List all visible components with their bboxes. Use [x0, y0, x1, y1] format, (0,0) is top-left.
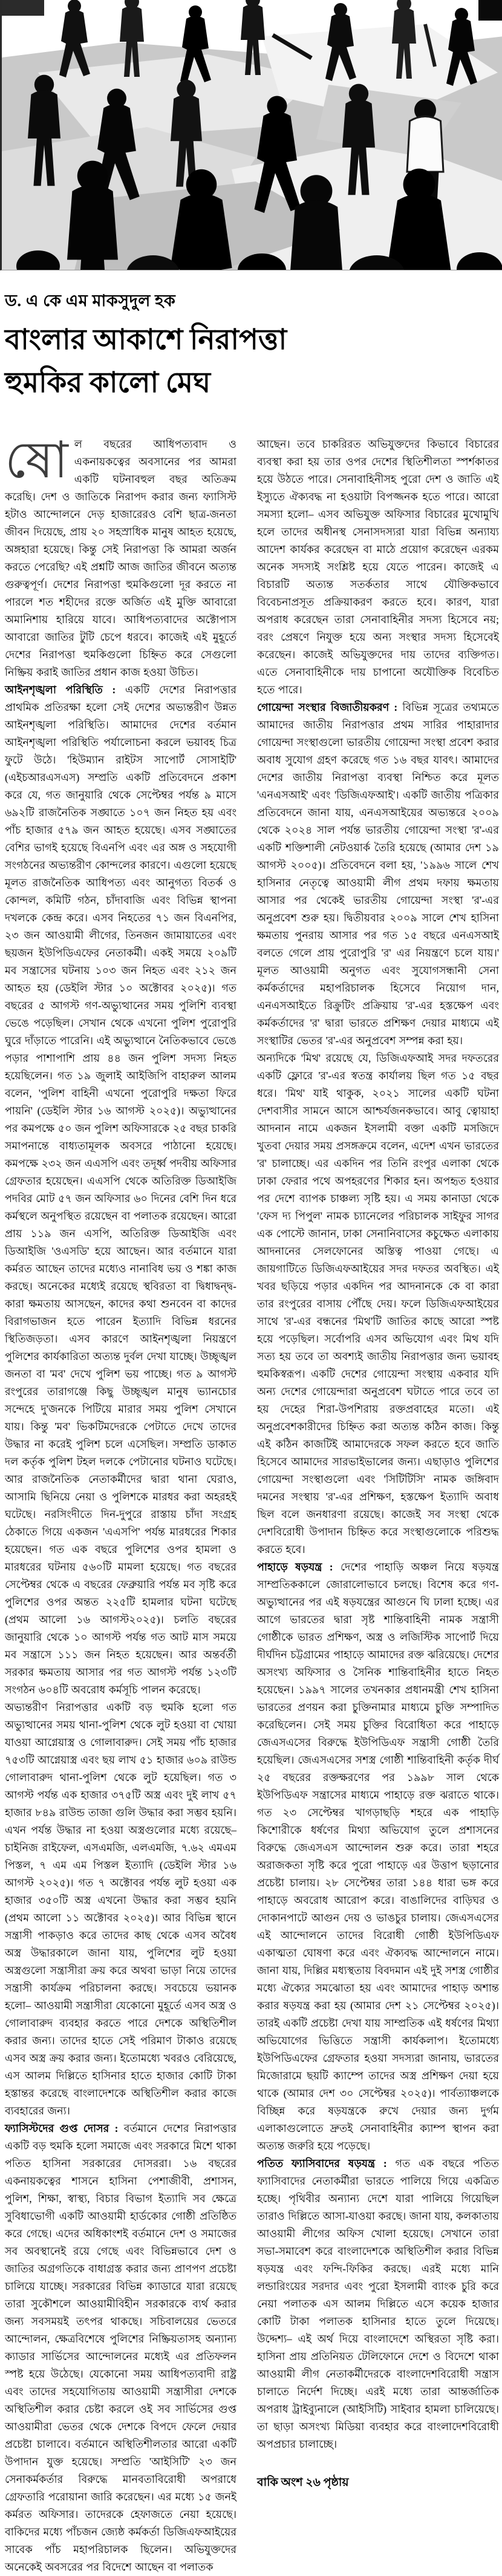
body-paragraph: অভ্যন্তরীণ নিরাপত্তার একটি বড় হুমকি হলো গত অভ্যুত্থানের সময় থানা-পুলিশ থেকে লুট হওয়া বা খোয়া যাওয়া আগ্নেয়াস্ত্র ও গোলাবারুদ। সেই সময় পাঁচ হাজার ৭৫৩টি আগ্নেয়াস্ত্র এবং ছয় লাখ ৫১ হাজার ৬০৯ রাউন্ড গোলাবারুদ থানা-পুলিশ থেকে লুট হয়েছিল। গত ৩ আগস্ট পর্যন্ত এক হাজার ৩৭৫টি অস্ত্র এবং দুই লাখ ৫৭ হাজার ৮৪৯ রাউন্ড তাজা গুলি উদ্ধার করা সম্ভব হয়নি। এখন পর্যন্ত উদ্ধার না হওয়া অস্ত্রগুলোর মধ্যে রয়েছে– চাইনিজ রাইফেল, এসএমজি, এলএমজি, ৭.৬২ এমএম পিস্তল, ৭ এম এম পিস্তল ইত্যাদি (ডেইলি স্টার ১৬ আগস্ট ২০২৫)। গত ৭ অক্টোবর পর্যন্ত লুট হওয়া এক হাজার ৩৫০টি অস্ত্র এখনো উদ্ধার করা সম্ভব হয়নি (প্রথম আলো ১১ অক্টোবর ২০২৫)। আর বিভিন্ন স্থানে সন্ত্রাসী পাকড়াও করে তাদের কাছ থেকে এসব অবৈধ অস্ত্র উদ্ধারকালে জানা যায়, পুলিশের লুট হওয়া অস্ত্রগুলো সন্ত্রাসীরা ক্রয় করে অথবা ভাড়া নিয়ে তাদের সন্ত্রাসী কার্যক্রম পরিচালনা করছে। সবচেয়ে ভয়ানক হলো– আওয়ামী সন্ত্রাসীরা যেকোনো মুহূর্তে এসব অস্ত্র ও গোলাবারুদ ব্যবহার করতে পারে দেশকে অস্থিতিশীল করার জন্য। তাদের হাতে সেই পরিমাণ টাকাও রয়েছে এসব অস্ত্র ক্রয় করার জন্য। ইতোমধ্যে খবরও বেরিয়েছে, এস আলম দিল্লিতে হাসিনার হাতে হাজার কোটি টাকা হস্তান্তর করেছে বাংলাদেশকে অস্থিতিশীল করার কাজে ব্যবহারের জন্য।	[5, 1701, 236, 2117]
body-paragraph: ষোল বছরের আধিপত্যবাদ ও একনায়কত্বের অবসানের পর আমরা একটি ঘটনাবহুল বছর অতিক্রম করেছি। দেশ ও জাতিকে নিরাপদ করার জন্য ফ্যাসিস্ট হটাও আন্দোলনে দেড় হাজারেরও বেশি ছাত্র-জনতা জীবন দিয়েছে, প্রায় ২০ সহস্রাধিক মানুষ আহত হয়েছে, অঙ্গহারা হয়েছে। কিন্তু সেই নিরাপত্তা কি আমরা অর্জন করতে পেরেছি? এই প্রশ্নটি আজ জাতির জীবনে অত্যন্ত গুরুত্বপূর্ণ। দেশের নিরাপত্তা হুমকিগুলো দূর করতে না পারলে শত শহীদের রক্তে অর্জিত এই মুক্তি আবারো অমানিশায় হারিয়ে যাবে। আধিপত্যবাদের অক্টোপাস আবারো জাতির টুটি চেপে ধরবে। কাজেই এই মুহূর্তে দেশের নিরাপত্তা হুমকিগুলো চিহ্নিত করে সেগুলো নিষ্ক্রিয় করাই জাতির প্রধান কাজ হওয়া উচিত।	[5, 433, 236, 679]
body-column-right	[257, 436, 499, 2576]
headline-line-2: হুমকির কালো মেঘ	[5, 367, 211, 399]
body-paragraph: পাহাড়ে ষড়যন্ত্র : দেশের পাহাড়ি অঞ্চল নিয়ে ষড়যন্ত্র সাম্প্রতিককালে জোরালোভাবে চলছে। বিশেষ করে গণ-অভ্যুত্থানের পর এই ষড়যন্ত্রের আগুনে ঘি ঢালা হচ্ছে। এর আগে ভারতের দ্বারা সৃষ্ট শান্তিবাহিনী নামক সন্ত্রাসী গোষ্ঠীকে ভারত প্রশিক্ষণ, অস্ত্র ও লজিস্টিক সাপোর্ট দিয়ে দীর্ঘদিন চট্টগ্রামের পাহাড়ে আমাদের রক্ত ঝরিয়েছে। দেশের অসংখ্য অফিসার ও সৈনিক শান্তিবাহিনীর হাতে নিহত হয়েছেন। ১৯৯৭ সালের তখনকার প্রধানমন্ত্রী শেখ হাসিনা ভারতের প্রণয়ন করা চুক্তিনামার মাধ্যমে চুক্তি সম্পাদিত করেছিলেন। সেই সময় চুক্তির বিরোধিতা করে পাহাড়ে জেএসএসের বিরুদ্ধে ইউপিডিএফ সন্ত্রাসী গোষ্ঠী তৈরি হয়েছিল। জেএসএসের সশস্ত্র গোষ্ঠী শান্তিবাহিনী কর্তৃক দীর্ঘ ২৫ বছরের রক্তক্ষরণের পর ১৯৯৮ সাল থেকে ইউপিডিএফ সন্ত্রাসের মাধ্যমে পাহাড়ে রক্ত ঝরাতে থাকে। গত ২৩ সেপ্টেম্বর খাগড়াছড়ি শহরে এক পাহাড়ি কিশোরীকে ধর্ষণের মিথ্যা অভিযোগ তুলে প্রশাসনের বিরুদ্ধে জেএসএস আন্দোলন শুরু করে। তারা শহরে অরাজকতা সৃষ্টি করে পুরো পাহাড়ে এর উত্তাপ ছড়ানোর প্রচেষ্টা চালায়। ২৮ সেপ্টেম্বর তারা ১৪৪ ধারা ভঙ্গ করে পাহাড়ে অবরোধ আরোপ করে। বাঙালিদের বাড়িঘর ও দোকানপাটে আগুন দেয় ও ভাঙচুর চালায়। জেএসএসের এই আন্দোলনে তাদের বিরোধী গোষ্ঠী ইউপিডিএফ একাত্মতা ঘোষণা করে এবং ঐক্যবদ্ধ আন্দোলনে নামে। জানা যায়, দিল্লির মধ্যস্থতায় বিবদমান এই দুই সশস্ত্র গোষ্ঠীর মধ্যে ঐক্যের সমঝোতা হয় এবং আমাদের পাহাড় অশান্ত করার ষড়যন্ত্র করা হয় (আমার দেশ ২১ সেপ্টেম্বর ২০২৫)। তারই একটি প্রচেষ্টা দেখা যায় সাম্প্রতিক এই ধর্ষণের মিথ্যা অভিযোগের ভিত্তিতে সন্ত্রাসী কার্যকলাপ। ইতোমধ্যে ইউপিডিএফের গ্রেফতার হওয়া সদস্যরা জানায়, ভারতের মিজোরামে ছয়টি ক্যাম্পে তাদের অস্ত্র প্রশিক্ষণ দেয়া হয়ে থাকে (আমার দেশ ৩০ সেপ্টেম্বর ২০২৫)। পার্বত্যাঞ্চলকে বিচ্ছিন্ন করে ষড়যন্ত্রকে রুখে দেয়ার জন্য দুর্গম এলাকাগুলোতে দ্রুতই সেনাবাহিনীর ক্যাম্প স্থাপন করা অত্যন্ত জরুরি হয়ে পড়েছে।	[257, 1561, 500, 2153]
section-subhead: ফ্যাসিস্টদের গুপ্ত দোসর :	[5, 2122, 124, 2135]
body-paragraph: গোয়েন্দা সংস্থার বিজাতীয়করণ : বিভিন্ন সূত্রের তথ্যমতে আমাদের জাতীয় নিরাপত্তার প্রথম সারির পাহারাদার গোয়েন্দা সংস্থাগুলো ভারতীয় গোয়েন্দা সংস্থা প্রবেশ করার অবাধ সুযোগ গ্রহণ করেছে গত ১৬ বছর যাবৎ। আমাদের দেশের জাতীয় নিরাপত্তা ব্যবস্থা নিশ্চিত করে মূলত 'এনএসআই' এবং 'ডিজিএফআই'। একটি জাতীয় পত্রিকার প্রতিবেদনে জানা যায়, এনএসআইয়ের অভ্যন্তরে ২০০৯ থেকে ২০২৪ সাল পর্যন্ত ভারতীয় গোয়েন্দা সংস্থা 'র'-এর একটি শক্তিশালী নেটওয়ার্ক তৈরি হয়েছে (আমার দেশ ১৯ আগস্ট ২০০৫)। প্রতিবেদনে বলা হয়, '১৯৯৬ সালে শেখ হাসিনার নেতৃত্বে আওয়ামী লীগ প্রথম দফায় ক্ষমতায় আসার পর থেকেই ভারতীয় গোয়েন্দা সংস্থা 'র'-এর অনুপ্রবেশ শুরু হয়। দ্বিতীয়বার ২০০৯ সালে শেখ হাসিনা ক্ষমতায় পুনরায় আসার পর গত ১৫ বছরে এনএসআই বলতে গেলে প্রায় পুরোপুরি 'র' এর নিয়ন্ত্রণে চলে যায়।' মূলত আওয়ামী অনুগত এবং সুযোগসন্ধানী সেনা কর্মকর্তাদের মহাপরিচালক হিসেবে নিয়োগ দান, এনএসআইতে রিক্রুটিং প্রক্রিয়ায় 'র'-এর হস্তক্ষেপ এবং কর্মকর্তাদের 'র' দ্বারা ভারতে প্রশিক্ষণ দেয়ার মাধ্যমে এই সংস্থাটির ভেতর 'র'-এর অনুপ্রবেশ সম্পন্ন করা হয়।	[257, 701, 499, 1047]
section-subhead: পতিত ফ্যাসিবাদের ষড়যন্ত্র :	[257, 2157, 396, 2170]
author-byline: ড. এ কে এম মাকসুদুল হক	[5, 292, 176, 310]
drop-cap: ষো	[5, 433, 68, 489]
body-paragraph: আছেন। তবে চাকরিরত অভিযুক্তদের কিভাবে বিচারের ব্যবস্থা করা হয় তার ওপর দেশের স্থিতিশীলতা স্পর্শকাতর হয়ে উঠতে পারে। সেনাবাহিনীসহ পুরো দেশ ও জাতি এই ইস্যুতে ঐক্যবদ্ধ না হওয়াটা বিপজ্জনক হতে পারে। আরো সমস্যা হলো– এসব অভিযুক্ত অফিসার বিচারের মুখোমুখি হলে তাদের অধীনস্থ সেনাসদস্যরা যারা বিভিন্ন অন্যায্য আদেশ কার্যকর করেছেন বা মাঠে প্রয়োগ করেছেন এরকম অনেক সদস্যই সংশ্লিষ্ট হয়ে যেতে পারেন। কাজেই এ বিচারটি অত্যন্ত সতর্কতার সাথে যৌক্তিকভাবে বিবেচনাপ্রসূত প্রক্রিয়াকরণ করতে হবে। কারণ, যারা অপরাধ করেছেন তারা সেনাবাহিনীর সদস্য হিসেবে নয়; বরং প্রেষণে নিযুক্ত হয়ে অন্য সংস্থার সদস্য হিসেবেই করেছেন। কাজেই অভিযুক্তদের দায় তাদের ব্যক্তিগত। এতে সেনাবাহিনীকে দায় চাপানো অযৌক্তিক বিবেচিত হতে পারে।	[257, 438, 499, 696]
headline-line-1: বাংলার আকাশে নিরাপত্তা	[5, 324, 287, 356]
body-paragraph: ফ্যাসিস্টদের গুপ্ত দোসর : বর্তমানে দেশের নিরাপত্তার একটি বড় হুমকি হলো সমাজে এবং সরকারে মিশে থাকা পতিত হাসিনা সরকারের দোসররা। ১৬ বছরের একনায়কত্বের শাসনে হাসিনা পেশাজীবী, প্রশাসন, পুলিশ, শিক্ষা, স্বাস্থ্য, বিচার বিভাগ ইত্যাদি সব ক্ষেত্রে সুবিধাভোগী একটি আওয়ামী হার্ডকোর গোষ্ঠী প্রতিষ্ঠিত করে গেছে। এদের অধিকাংশই বর্তমানে দেশ ও সমাজের সব অবস্থানেই রয়ে গেছে এবং বিভিন্নভাবে দেশ ও জাতির অগ্রগতিকে বাধাগ্রস্ত করার জন্য প্রাণপণ প্রচেষ্টা চালিয়ে যাচ্ছে। সরকারের বিভিন্ন ক্যাডারে যারা রয়েছে তারা সুকৌশলে আওয়ামীবিহীন সরকারকে ব্যর্থ করার জন্য সবসময়ই তৎপর থাকছে। সচিবালয়ের ভেতরে আন্দোলন, ক্ষেত্রবিশেষে পুলিশের নিষ্ক্রিয়তাসহ অন্যান্য ক্যাডার সার্ভিসের আন্দোলনের মধ্যেই এর প্রতিফলন স্পষ্ট হয়ে উঠেছে। যেকোনো সময় আধিপত্যবাদী রাষ্ট্র এবং তাদের সহযোগিতায় আওয়ামী সন্ত্রাসীরা দেশকে অস্থিতিশীল করার চেষ্টা করলে ওই সব সার্ভিসের গুপ্ত আওয়ামীরা ভেতর থেকে দেশকে বিপদে ফেলে দেয়ার প্রচেষ্টা চালাবে। বর্তমানে অস্থিতিশীলতার আরো একটি উপাদান যুক্ত হয়েছে। সম্প্রতি 'আইসিটি' ২৩ জন সেনাকর্মকর্তার বিরুদ্ধে মানবতাবিরোধী অপরাধে গ্রেফতারি পরোয়ানা জারি করেছেন। এর মধ্যে ১৫ জনই কর্মরত অফিসার। তাদেরকে হেফাজতে নেয়া হয়েছে। বাকিদের মধ্যে পাঁচজন জ্যেষ্ঠ কর্মকর্তা ডিজিএফআইয়ের সাবেক পাঁচ মহাপরিচালক ছিলেন। অভিযুক্তদের অনেকেই অবসরের পর বিদেশে আছেন বা পলাতক	[5, 2122, 237, 2574]
body-column-left	[5, 433, 237, 2576]
article-body	[0, 404, 502, 2576]
section-subhead: পাহাড়ে ষড়যন্ত্র :	[257, 1561, 341, 1574]
protest-crowd-photo	[2, 0, 502, 270]
body-paragraph: পতিত ফ্যাসিবাদের ষড়যন্ত্র : গত এক বছরে পতিত ফ্যাসিবাদের নেতাকর্মীরা ভারতে পালিয়ে গিয়ে একত্রিত হচ্ছে। পৃথিবীর অন্যান্য দেশে যারা পালিয়ে গিয়েছিল তারাও দিল্লিতে আসা-যাওয়া করছে। জানা যায়, কলকাতায় আওয়ামী লীগের অফিস খোলা হয়েছে। সেখানে তারা সভা-সমাবেশ করে বাংলাদেশকে অস্থিতিশীল করার বিভিন্ন ষড়যন্ত্র এবং ফন্দি-ফিকির করছে। এরই মধ্যে মানি লন্ডারিংয়ের সরদার এবং পুরো ইসলামী ব্যাংক চুরি করে নেয়া পলাতক এস আলম দিল্লিতে এসে কয়েক হাজার কোটি টাকা পলাতক হাসিনার হাতে তুলে দিয়েছে। উদ্দেশ্য– এই অর্থ দিয়ে বাংলাদেশে অস্থিরতা সৃষ্টি করা। হাসিনা প্রায় প্রতিনিয়ত টেলিফোনে দেশে ও বিদেশে থাকা আওয়ামী লীগ নেতাকর্মীদেরকে বাংলাদেশবিরোধী সন্ত্রাস চালাতে নির্দেশ দিচ্ছে। এরই মধ্যে তারা আন্তর্জাতিক অপরাধ ট্রাইব্যুনালে (আইসিটি) সাইবার হামলা চালিয়েছে। তা ছাড়া অসংখ্য মিডিয়া ব্যবহার করে বাংলাদেশবিরোধী অপপ্রচার চালাচ্ছে।	[257, 2157, 499, 2451]
article-headline	[5, 319, 496, 404]
body-paragraph: অন্যদিকে 'মিথ' রয়েছে যে, ডিজিএফআই সদর দফতরের একটি ফ্লোরে 'র'-এর স্বতন্ত্র কার্যালয় ছিল গত ১৫ বছর ধরে। 'মিথ' যাই থাকুক, ২০২১ সালের একটি ঘটনা দেশবাসীর সামনে আসে আশ্চর্যজনকভাবে। আবু ত্বোয়াহা আদনান নামে একজন ইসলামী বক্তা একটি মসজিদে খুতবা দেয়ার সময় প্রসঙ্গক্রমে বলেন, এদেশ এখন ভারতের 'র' চালাচ্ছে। এর একদিন পর তিনি রংপুর এলাকা থেকে ঢাকা ফেরার পথে অপহরণের শিকার হন। অপহৃত হওয়ার পর দেশে ব্যাপক চাঞ্চল্য সৃষ্টি হয়। এ সময় কানাডা থেকে 'ফেস দ্য পিপুল' নামক চ্যানেলের পরিচালক সাইফুর সাগর এক পোস্টে জানান, ঢাকা সেনানিবাসের কচুক্ষেত এলাকায় আদনানের সেলফোনের অস্তিত্ব পাওয়া গেছে। এ জায়গাটিতে ডিজিএফআইয়ের সদর দফতর অবস্থিত। এই খবর ছড়িয়ে পড়ার একদিন পর আদনানকে কে বা কারা তার রংপুরের বাসায় পৌঁছে দেয়। ফলে ডিজিএফআইয়ের সাথে 'র'-এর বন্ধনের 'মিথ'টি জাতির কাছে আরো স্পষ্ট হয়ে পড়েছিল। সর্বোপরি এসব অভিযোগ এবং মিথ যদি সত্য হয় তবে তা অবশ্যই জাতীয় নিরাপত্তার জন্য ভয়াবহ হুমকিস্বরূপ। একটি দেশের গোয়েন্দা সংস্থায় একবার যদি অন্য দেশের গোয়েন্দারা অনুপ্রবেশ ঘটাতে পারে তবে তা হয় দেহের শিরা-উপশিরায় রক্তপ্রবাহের মতো। এই অনুপ্রবেশকারীদের চিহ্নিত করা অত্যন্ত কঠিন কাজ। কিন্তু এই কঠিন কাজটিই আমাদেরকে সফল করতে হবে জাতি হিসেবে আমাদের সারভাইভালের জন্য। এছাড়াও পুলিশের গোয়েন্দা সংস্থাগুলো এবং 'সিটিটিসি' নামক জঙ্গিবাদ দমনের সংস্থায় 'র'-এর প্রশিক্ষণ, হস্তক্ষেপ ইত্যাদি অবাধ ছিল বলে জনধারণা রয়েছে। কাজেই সব সংস্থা থেকে দেশবিরোধী উপাদান চিহ্নিত করে সংস্থাগুলোকে পরিশুদ্ধ করতে হবে।	[257, 1052, 499, 1556]
body-paragraph: আইনশৃঙ্খলা পরিস্থিতি : একটি দেশের নিরাপত্তার প্রাথমিক প্রতিরক্ষা হলো সেই দেশের অভ্যন্তরীণ উন্নত আইনশৃঙ্খলা পরিস্থিতি। আমাদের দেশের বর্তমান আইনশৃঙ্খলা পরিস্থিতি পর্যালোচনা করলে ভয়াবহ চিত্র ফুটে উঠে। 'হিউম্যান রাইটস সাপোর্ট সোসাইটি' (এইচআরএসএস) সম্প্রতি একটি প্রতিবেদনে প্রকাশ করে যে, গত জানুয়ারি থেকে সেপ্টেম্বর পর্যন্ত ৯ মাসে ৬৯২টি রাজনৈতিক সঙ্ঘাতে ১০৭ জন নিহত হয় এবং পাঁচ হাজার ৫৭৯ জন আহত হয়েছে। এসব সঙ্ঘাতের বেশির ভাগই হয়েছে বিএনপি এবং এর অঙ্গ ও সহযোগী সংগঠনের অভ্যন্তরীণ কোন্দলের কারণে। এগুলো হয়েছে মূলত রাজনৈতিক আধিপত্য এবং আনুগত্য বিতর্ক ও কোন্দল, কমিটি গঠন, চাঁদাবাজি এবং বিভিন্ন স্থাপনা দখলকে কেন্দ্র করে। এসব নিহতের ৭১ জন বিএনপির, ২৩ জন আওয়ামী লীগের, তিনজন জামায়াতের এবং ছয়জন ইউপিডিএফের নেতাকর্মী। একই সময়ে ২০৯টি মব সন্ত্রাসের ঘটনায় ১০৩ জন নিহত এবং ২১২ জন আহত হয় (ডেইলি স্টার ১০ অক্টোবর ২০২৫)। গত বছরের ৫ আগস্ট গণ-অভ্যুত্থানের সময় পুলিশি ব্যবস্থা ভেঙে পড়েছিল। সেখান থেকে এখনো পুলিশ পুরোপুরি ঘুরে দাঁড়াতে পারেনি। এই অভ্যুত্থানে নৈতিকভাবে ভেঙে পড়ার পাশাপাশি প্রায় ৪৪ জন পুলিশ সদস্য নিহত হয়েছিলেন। গত ১৯ জুলাই আইজিপি বাহারুল আলম বলেন, 'পুলিশ বাহিনী এখনো পুরোপুরি দক্ষতা ফিরে পায়নি' (ডেইলি স্টার ১৬ আগস্ট ২০২৫)। অভ্যুত্থানের পর কমপক্ষে ৫০ জন পুলিশ অফিসারকে ২৫ বছর চাকরি সমাপনান্তে বাধ্যতামূলক অবসরে পাঠানো হয়েছে। কমপক্ষে ২৩২ জন এএসপি এবং তদূর্ধ্ব পদবীয় অফিসার গ্রেফতার হয়েছেন। এএসপি থেকে অতিরিক্ত ডিআইজি পদবির মোট ৫৭ জন অফিসার ৬০ দিনের বেশি দিন ধরে কর্মস্থলে অনুপস্থিত রয়েছেন বা পলাতক রয়েছেন। আরো প্রায় ১১৯ জন এসপি, অতিরিক্ত ডিআইজি এবং ডিআইজি 'ওএসডি' হয়ে আছেন। আর বর্তমানে যারা কর্মরত আছেন তাদের মধ্যেও নানাবিধ ভয় ও শঙ্কা কাজ করছে। অনেকের মধ্যেই রয়েছে স্থবিরতা বা দ্বিধাদ্বন্দ্ব-কারা ক্ষমতায় আসছেন, কাদের কথা শুনবেন বা কাদের বিরাগভাজন হতে পারেন ইত্যাদি বিভিন্ন ধরনের স্থিতিজড়তা। এসব কারণে আইনশৃঙ্খলা নিয়ন্ত্রণে পুলিশের কার্যকারিতা অত্যন্ত দুর্বল দেখা যাচ্ছে। উচ্ছৃঙ্খল জনতা বা 'মব' দেখে পুলিশ ভয় পাচ্ছে। গত ৯ আগস্ট রংপুরের তারাগঞ্জে কিছু উচ্ছৃঙ্খল মানুষ ভ্যানচোর সন্দেহে দু'জনকে পিটিয়ে মারার সময় পুলিশ সেখানে যায়। কিন্তু 'মব' ভিকটিমদেরকে পেটাতে দেখে তাদের উদ্ধার না করেই পুলিশ চলে এসেছিল। সম্প্রতি ডাকাত দল কর্তৃক পুলিশ টহল দলকে পেটানোর ঘটনাও ঘটেছে। আর রাজনৈতিক নেতাকর্মীদের দ্বারা থানা ঘেরাও, আসামি ছিনিয়ে নেয়া ও পুলিশকে মারধর করা অহরহই ঘটেছে। নরসিংদীতে দিন-দুপুরে রাস্তায় চাঁদা সংগ্রহ ঠেকাতে গিয়ে একজন 'এএসপি' পর্যন্ত মারধরের শিকার হয়েছেন। গত এক বছরে পুলিশের ওপর হামলা ও মারধরের ঘটনায় ৫৬০টি মামলা হয়েছে। গত বছরের সেপ্টেম্বর থেকে এ বছরের ফেব্রুয়ারি পর্যন্ত মব সৃষ্টি করে পুলিশের ওপর অন্তত ২২৫টি হামলার ঘটনা ঘটেছে (প্রথম আলো ১৬ আগস্ট২০২৫)। চলতি বছরের জানুয়ারি থেকে ১০ আগস্ট পর্যন্ত গত আট মাস সময়ে মব সন্ত্রাসে ১১১ জন নিহত হয়েছেন। আর অন্তর্বর্তী সরকার ক্ষমতায় আসার পর গত আগস্ট পর্যন্ত ১২৩টি সংগঠন ৬০৪টি অবরোধ কর্মসূচি পালন করেছে।	[5, 684, 236, 1696]
section-subhead: আইনশৃঙ্খলা পরিস্থিতি :	[5, 684, 125, 696]
article-photo	[0, 0, 502, 270]
section-subhead: গোয়েন্দা সংস্থার বিজাতীয়করণ :	[257, 701, 403, 714]
continued-on-page-notice: বাকি অংশ ২৬ পৃষ্ঠায়	[257, 2476, 349, 2489]
